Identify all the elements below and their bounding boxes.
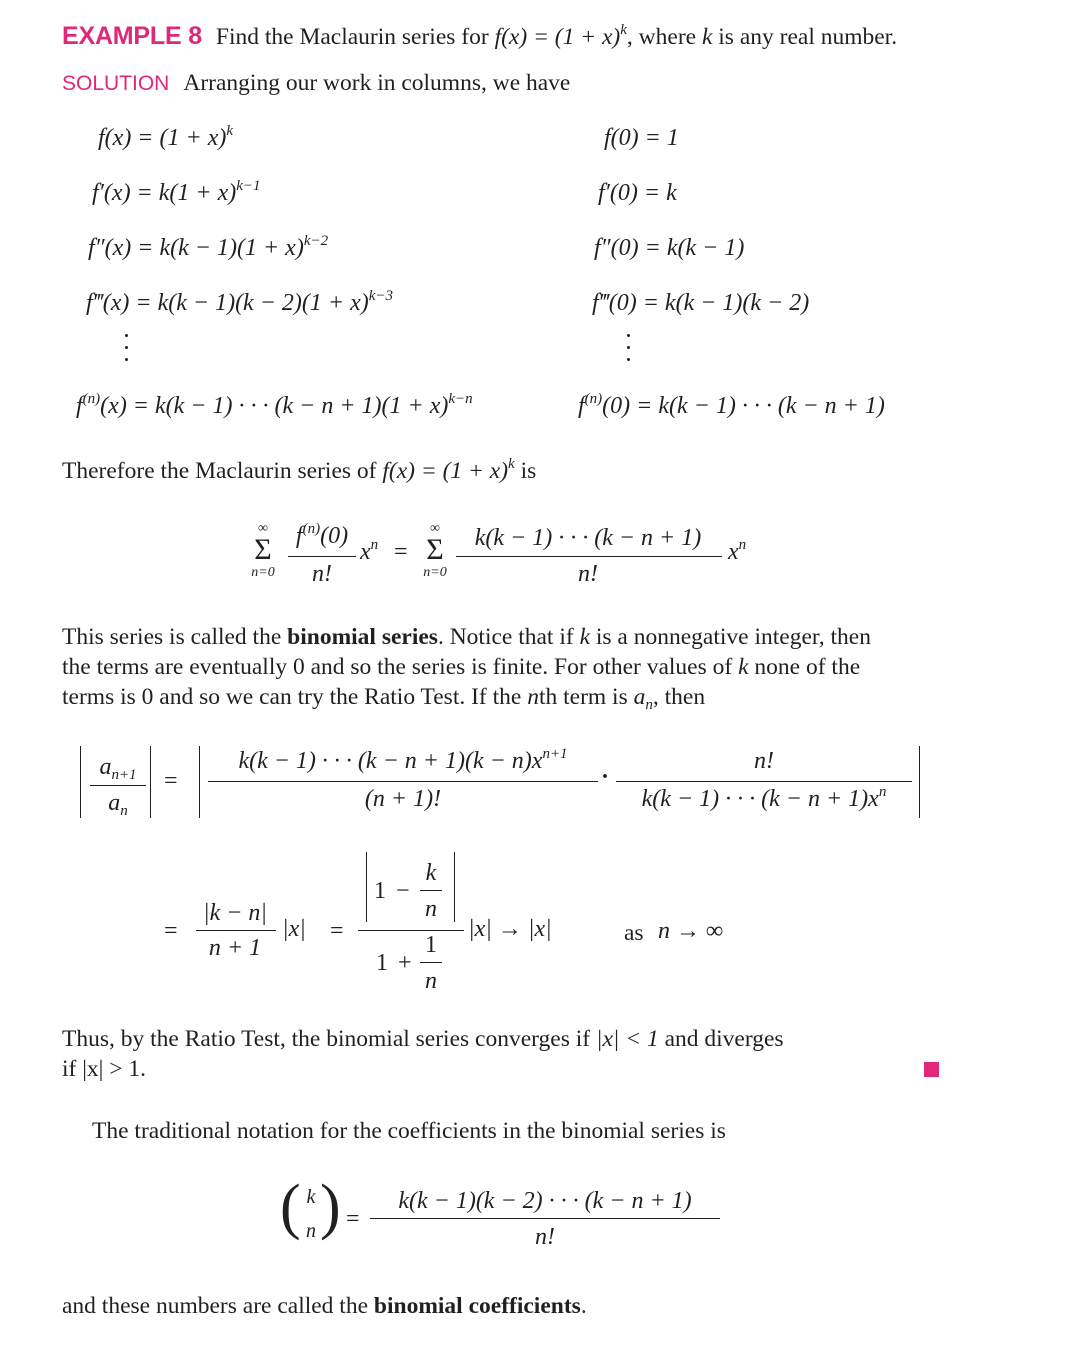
ratio-den-2: k(k − 1) · · · $(k - n + 1)x^n$ — [641, 784, 887, 812]
inner-n-bottom: n — [425, 968, 437, 994]
inner-one-top: 1 — [374, 878, 386, 904]
ratio-line-1 — [0, 740, 1076, 824]
ratio-den-1: (n + 1)! — [364, 786, 442, 812]
ratio-equals-3: = — [330, 918, 344, 944]
series-frac-2-num: k(k − 1) · · · (k − n + 1) — [474, 525, 702, 551]
ratio-equals-2: = — [164, 918, 178, 944]
series-frac-1-num: $f^{(n)}(0)$ — [295, 521, 349, 549]
deriv-left-1: $f'(x) = k(1 + x)^{k-1}$ — [92, 178, 261, 206]
solution-intro: Arranging our work in columns, we have — [183, 70, 571, 96]
ratio-num-2: n! — [754, 748, 774, 774]
inner-n-top: n — [425, 896, 437, 922]
ratio-frac-a-den: n + 1 — [208, 935, 262, 961]
series-frac-1-den: n! — [312, 561, 332, 587]
binom-num: k(k − 1)(k − 2) · · · (k − n + 1) — [398, 1188, 692, 1214]
binom-bottom: n — [306, 1220, 316, 1242]
ratio-frac-a-num: |k − n| — [202, 900, 268, 926]
paragraph-binomial-series: This series is called the binomial series. Notice that if k is a nonnegative integer, then the terms are eventually 0 and so the series is finite. For other values of k none of the terms is 0 and so we can try the Ratio Test. If the nth term is $a_n$, then — [62, 624, 871, 713]
right-paren: ) — [320, 1173, 341, 1241]
deriv-nth-right: $f^{(n)}(0) = k(k - 1)$ · · · (k − n + 1) — [578, 391, 885, 419]
example-statement-mid: , where — [626, 24, 702, 50]
binom-equals: = — [346, 1206, 360, 1232]
deriv-right-0: f(0) = 1 — [604, 125, 679, 151]
deriv-right-3: f‴(0) = k(k − 1)(k − 2) — [592, 290, 810, 316]
inner-minus: − — [396, 878, 410, 904]
solution-label: SOLUTION — [62, 72, 170, 95]
ratio-as: as — [624, 920, 644, 946]
example-statement-post: is any real number. — [712, 24, 898, 50]
inner-one-frac: 1 — [425, 932, 437, 958]
deriv-left-0: $f(x) = (1 + x)^k$ — [98, 123, 234, 151]
ratio-lhs-num: $a_{n+1}$ — [99, 754, 137, 783]
series-frac-2-den: n! — [578, 561, 598, 587]
ratio-limit-arrow: |x| → |x| — [468, 916, 552, 942]
deriv-left-3: f‴(x) = $k(k - 1)(k - 2)(1 + x)^{k-3}$ — [86, 288, 394, 316]
deriv-right-1: f′(0) = k — [598, 180, 677, 206]
inner-k: k — [425, 860, 437, 886]
ratio-dot: · — [601, 764, 610, 790]
vdots-left — [125, 334, 129, 370]
example-exponent: k — [620, 22, 627, 38]
sum-1: ∞ Σ n=0 — [251, 521, 275, 580]
therefore-line: Therefore the Maclaurin series of $f(x) = (1 + x)^k$ is — [62, 456, 537, 484]
solution-heading — [62, 68, 570, 98]
deriv-left-2: $f''(x) = k(k - 1)(1 + x)^{k-2}$ — [88, 233, 329, 261]
inner-plus: + — [398, 950, 412, 976]
ratio-line-2 — [0, 850, 1076, 1000]
conclusion: Thus, by the Ratio Test, the binomial series converges if |x| < 1 and diverges if |x| > 1. — [62, 1026, 784, 1082]
ratio-limit: n → ∞ — [658, 918, 724, 944]
example-k: k — [701, 24, 713, 50]
ratio-lhs-den: $a_n$ — [108, 790, 128, 819]
series-xn-2: $x^n$ — [728, 537, 747, 565]
series-xn-1: $x^n$ — [360, 537, 379, 565]
end-of-example-mark — [924, 1062, 939, 1077]
ratio-equals-1: = — [164, 768, 178, 794]
notation-text: The traditional notation for the coefficients in the binomial series is — [92, 1118, 726, 1144]
series-equals: = — [394, 539, 408, 565]
sum-2: ∞ Σ n=0 — [423, 521, 447, 580]
binom-top: k — [306, 1186, 316, 1208]
example-statement-pre: Find the Maclaurin series for — [215, 24, 495, 50]
vdots-right — [627, 334, 631, 370]
deriv-nth-left: $f^{(n)}(x) = k(k - 1)$ · · · $(k - n + 1)(1 + x)^{k-n}$ — [76, 391, 473, 419]
closing-sentence: and these numbers are called the binomial coefficients. — [62, 1293, 587, 1319]
left-paren: ( — [280, 1173, 301, 1241]
example-heading — [62, 22, 897, 52]
example-function: f(x) = (1 + x) — [494, 24, 621, 50]
inner-one-bottom: 1 — [376, 950, 388, 976]
example-label: EXAMPLE 8 — [62, 22, 202, 50]
deriv-right-2: f″(0) = k(k − 1) — [594, 235, 745, 261]
ratio-num-1: k(k − 1) · · · $(k - n + 1)(k - n)x^{n+1}$ — [238, 746, 568, 774]
ratio-absx: |x| — [282, 916, 306, 942]
binom-den: n! — [535, 1224, 555, 1250]
binomial-coefficient-formula — [280, 1173, 740, 1250]
